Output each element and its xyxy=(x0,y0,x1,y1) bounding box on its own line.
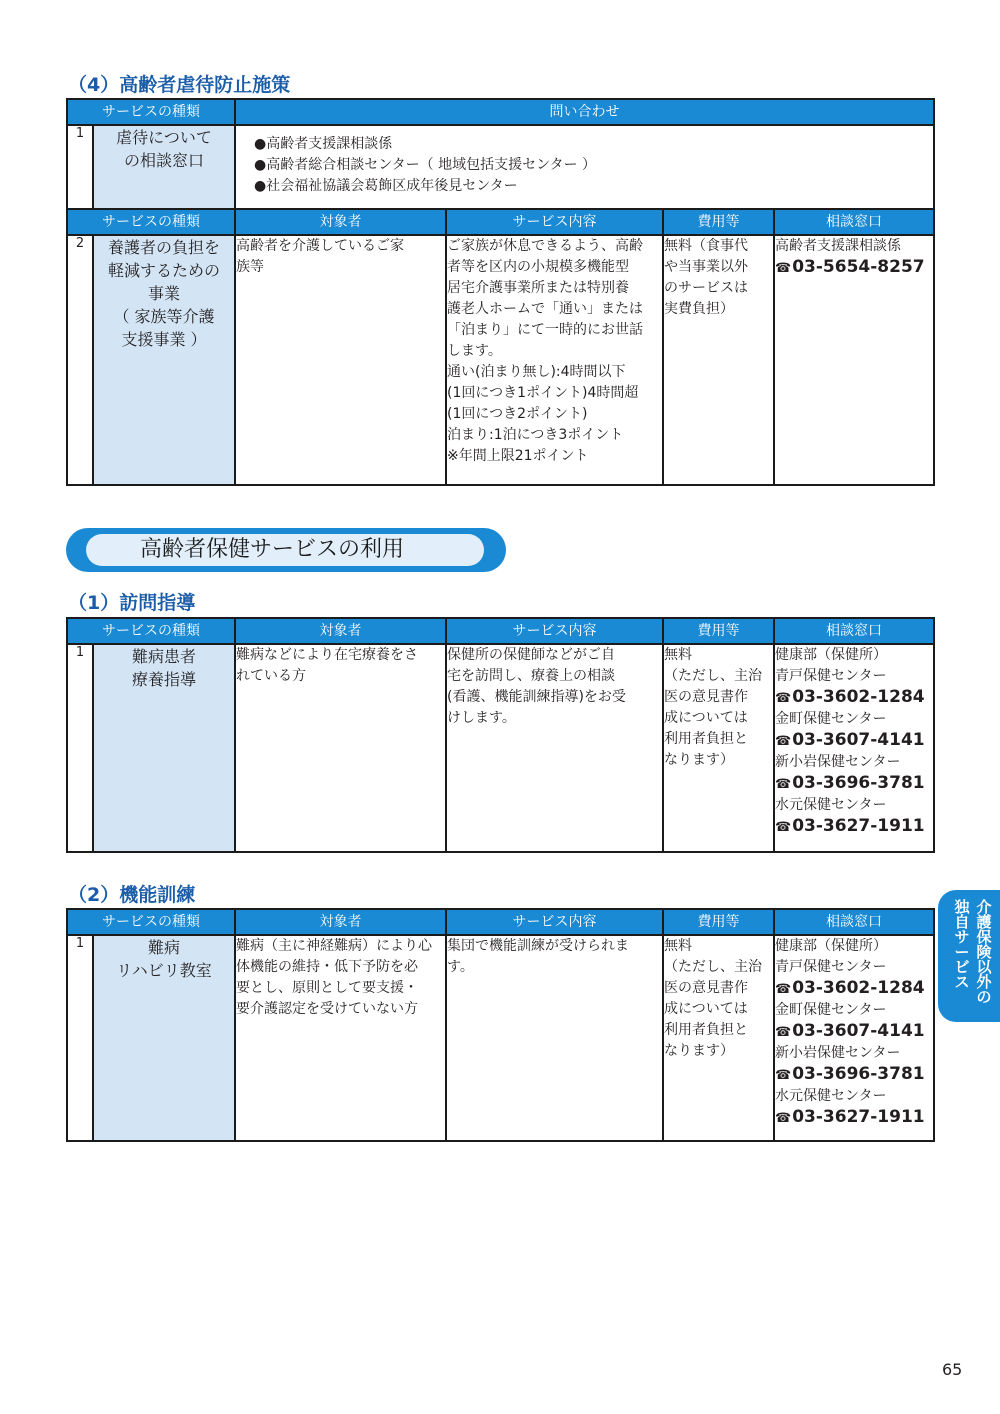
cost-line: なります） xyxy=(664,1043,734,1059)
content-line: 居宅介護事業所または特別養 xyxy=(447,280,629,296)
target-cell xyxy=(235,935,446,1141)
content-line: す。 xyxy=(447,959,474,975)
inquiry-list xyxy=(235,125,934,209)
service-name-line: の相談窓口 xyxy=(123,151,204,170)
center-name: 青戸保健センター xyxy=(775,959,887,975)
table-header-row xyxy=(67,618,934,644)
content-line: けします。 xyxy=(447,710,516,726)
service-name-line: リハビリ教室 xyxy=(116,961,212,980)
target-line: 高齢者を介護しているご家 xyxy=(236,238,404,254)
cost-line: 利用者負担と xyxy=(664,1022,748,1038)
cost-line: 実費負担） xyxy=(664,301,734,317)
contact-phone xyxy=(775,816,933,838)
contact-name: 高齢者支援課相談係 xyxy=(775,238,901,254)
contact-phone xyxy=(775,978,933,1000)
function-training-table xyxy=(66,908,935,1142)
contact-cell xyxy=(774,644,934,852)
content-line: (看護、機能訓練指導)をお受 xyxy=(447,689,626,705)
side-tab-label-line1: 介護保険以外の xyxy=(976,898,992,1006)
service-name xyxy=(93,235,235,485)
phone-number: 03-3602-1284 xyxy=(792,978,925,998)
inquiry-item: ●社会福祉協議会葛飾区成年後見センター xyxy=(254,178,518,194)
cost-line: 医の意見書作 xyxy=(664,980,748,996)
contact-phone xyxy=(775,730,933,752)
section-banner xyxy=(66,528,506,572)
contact-phone xyxy=(775,1064,933,1086)
cost-line: （ただし、主治 xyxy=(664,959,762,975)
section-title-function-training: （2）機能訓練 xyxy=(68,884,196,906)
content-line: 泊まり:1泊につき3ポイント xyxy=(447,427,624,443)
service-name-line: 療養指導 xyxy=(131,670,196,689)
contact-cell xyxy=(774,935,934,1141)
content-line: 集団で機能訓練が受けられま xyxy=(447,938,629,954)
phone-icon: ☎ xyxy=(775,1068,792,1083)
header-contact: 相談窓口 xyxy=(774,209,934,235)
cost-line: 成については xyxy=(664,1001,748,1017)
inquiry-item: ●高齢者支援課相談係 xyxy=(254,136,393,152)
abuse-prevention-table xyxy=(66,98,935,486)
content-line: 「泊まり」にて一時的にお世話 xyxy=(447,322,643,338)
service-name xyxy=(93,125,235,209)
header-contact: 相談窓口 xyxy=(774,909,934,935)
header-target: 対象者 xyxy=(235,209,446,235)
content-line: (1回につき2ポイント) xyxy=(447,406,588,422)
cost-cell xyxy=(663,235,774,485)
contact-cell xyxy=(774,235,934,485)
content-line: します。 xyxy=(447,343,502,359)
service-name-line: （ 家族等介護 xyxy=(113,307,215,326)
target-line: 要介護認定を受けていない方 xyxy=(236,1001,418,1017)
cost-line: 利用者負担と xyxy=(664,731,748,747)
header-cost: 費用等 xyxy=(663,909,774,935)
contact-phone xyxy=(775,1021,933,1043)
home-visit-table xyxy=(66,617,935,853)
phone-number: 03-3696-3781 xyxy=(792,773,925,793)
header-content: サービス内容 xyxy=(446,209,663,235)
table-header-row xyxy=(67,909,934,935)
header-content: サービス内容 xyxy=(446,618,663,644)
cost-line: のサービスは xyxy=(664,280,748,296)
phone-icon: ☎ xyxy=(775,261,792,276)
center-name: 水元保健センター xyxy=(775,1088,887,1104)
content-line: (1回につき1ポイント)4時間超 xyxy=(447,385,639,401)
row-number: 1 xyxy=(67,644,93,852)
content-line: 通い(泊まり無し):4時間以下 xyxy=(447,364,626,380)
contact-dept: 健康部（保健所） xyxy=(775,647,887,663)
phone-icon: ☎ xyxy=(775,820,792,835)
content-cell xyxy=(446,935,663,1141)
content-line: ご家族が休息できるよう、高齢 xyxy=(447,238,643,254)
cost-line: 無料（食事代 xyxy=(664,238,748,254)
content-line: 保健所の保健師などがご自 xyxy=(447,647,615,663)
phone-number: 03-5654-8257 xyxy=(792,257,925,277)
service-name xyxy=(93,935,235,1141)
header-target: 対象者 xyxy=(235,618,446,644)
header-target: 対象者 xyxy=(235,909,446,935)
contact-phone xyxy=(775,773,933,795)
header-contact: 相談窓口 xyxy=(774,618,934,644)
cost-line: 無料 xyxy=(664,938,692,954)
service-name-line: 難病 xyxy=(147,938,180,957)
contact-phone xyxy=(775,257,933,279)
service-name-line: 養護者の負担を xyxy=(107,238,220,257)
row-number: 1 xyxy=(67,125,93,209)
content-line: 護老人ホームで「通い」または xyxy=(447,301,643,317)
table-header-row xyxy=(67,209,934,235)
target-line: 難病などにより在宅療養をさ xyxy=(236,647,418,663)
contact-phone xyxy=(775,687,933,709)
phone-icon: ☎ xyxy=(775,691,792,706)
table-header-row xyxy=(67,99,934,125)
side-tab-label-line2: 独自サービス xyxy=(954,898,970,991)
phone-icon: ☎ xyxy=(775,777,792,792)
phone-number: 03-3627-1911 xyxy=(792,816,925,836)
phone-icon: ☎ xyxy=(775,734,792,749)
phone-number: 03-3602-1284 xyxy=(792,687,925,707)
target-line: 難病（主に神経難病）により心 xyxy=(236,938,432,954)
center-name: 水元保健センター xyxy=(775,797,887,813)
row-number: 1 xyxy=(67,935,93,1141)
target-line: 要とし、原則として要支援・ xyxy=(236,980,418,996)
cost-line: 成については xyxy=(664,710,748,726)
target-cell xyxy=(235,235,446,485)
banner-inner xyxy=(86,534,484,566)
contact-dept: 健康部（保健所） xyxy=(775,938,887,954)
header-service-type: サービスの種類 xyxy=(67,99,235,125)
header-inquiry: 問い合わせ xyxy=(235,99,934,125)
service-name-line: 難病患者 xyxy=(131,647,196,666)
center-name: 青戸保健センター xyxy=(775,668,887,684)
phone-number: 03-3607-4141 xyxy=(792,1021,925,1041)
phone-number: 03-3627-1911 xyxy=(792,1107,925,1127)
content-cell xyxy=(446,644,663,852)
table-row xyxy=(67,235,934,485)
service-name-line: 軽減するための xyxy=(107,261,220,280)
page-number: 65 xyxy=(942,1360,963,1379)
inquiry-item: ●高齢者総合相談センター（ 地域包括支援センター ） xyxy=(254,157,596,173)
contact-phone xyxy=(775,1107,933,1129)
side-chapter-tab[interactable] xyxy=(938,890,1000,1022)
banner-title: 高齢者保健サービスの利用 xyxy=(140,537,405,562)
content-line: ※年間上限21ポイント xyxy=(447,448,589,464)
header-content: サービス内容 xyxy=(446,909,663,935)
content-line: 宅を訪問し、療養上の相談 xyxy=(447,668,615,684)
phone-icon: ☎ xyxy=(775,982,792,997)
center-name: 金町保健センター xyxy=(775,711,887,727)
target-line: 体機能の維持・低下予防を必 xyxy=(236,959,418,975)
service-name-line: 虐待について xyxy=(116,128,212,147)
service-name xyxy=(93,644,235,852)
phone-icon: ☎ xyxy=(775,1111,792,1126)
service-name-line: 支援事業 ） xyxy=(121,330,207,349)
cost-line: （ただし、主治 xyxy=(664,668,762,684)
cost-line: や当事業以外 xyxy=(664,259,748,275)
content-cell xyxy=(446,235,663,485)
header-service-type: サービスの種類 xyxy=(67,209,235,235)
center-name: 新小岩保健センター xyxy=(775,754,901,770)
cost-line: 医の意見書作 xyxy=(664,689,748,705)
section-title-abuse-prevention: （4）高齢者虐待防止施策 xyxy=(68,74,291,96)
target-cell xyxy=(235,644,446,852)
row-number: 2 xyxy=(67,235,93,485)
target-line: れている方 xyxy=(236,668,306,684)
header-cost: 費用等 xyxy=(663,209,774,235)
cost-line: なります） xyxy=(664,752,734,768)
phone-number: 03-3696-3781 xyxy=(792,1064,925,1084)
phone-icon: ☎ xyxy=(775,1025,792,1040)
center-name: 金町保健センター xyxy=(775,1002,887,1018)
table-row xyxy=(67,935,934,1141)
cost-line: 無料 xyxy=(664,647,692,663)
phone-number: 03-3607-4141 xyxy=(792,730,925,750)
section-title-home-visit: （1）訪問指導 xyxy=(68,592,196,614)
header-cost: 費用等 xyxy=(663,618,774,644)
header-service-type: サービスの種類 xyxy=(67,618,235,644)
service-name-line: 事業 xyxy=(147,284,180,303)
target-line: 族等 xyxy=(236,259,264,275)
cost-cell xyxy=(663,644,774,852)
cost-cell xyxy=(663,935,774,1141)
header-service-type: サービスの種類 xyxy=(67,909,235,935)
center-name: 新小岩保健センター xyxy=(775,1045,901,1061)
content-line: 者等を区内の小規模多機能型 xyxy=(447,259,629,275)
table-row xyxy=(67,125,934,209)
table-row xyxy=(67,644,934,852)
